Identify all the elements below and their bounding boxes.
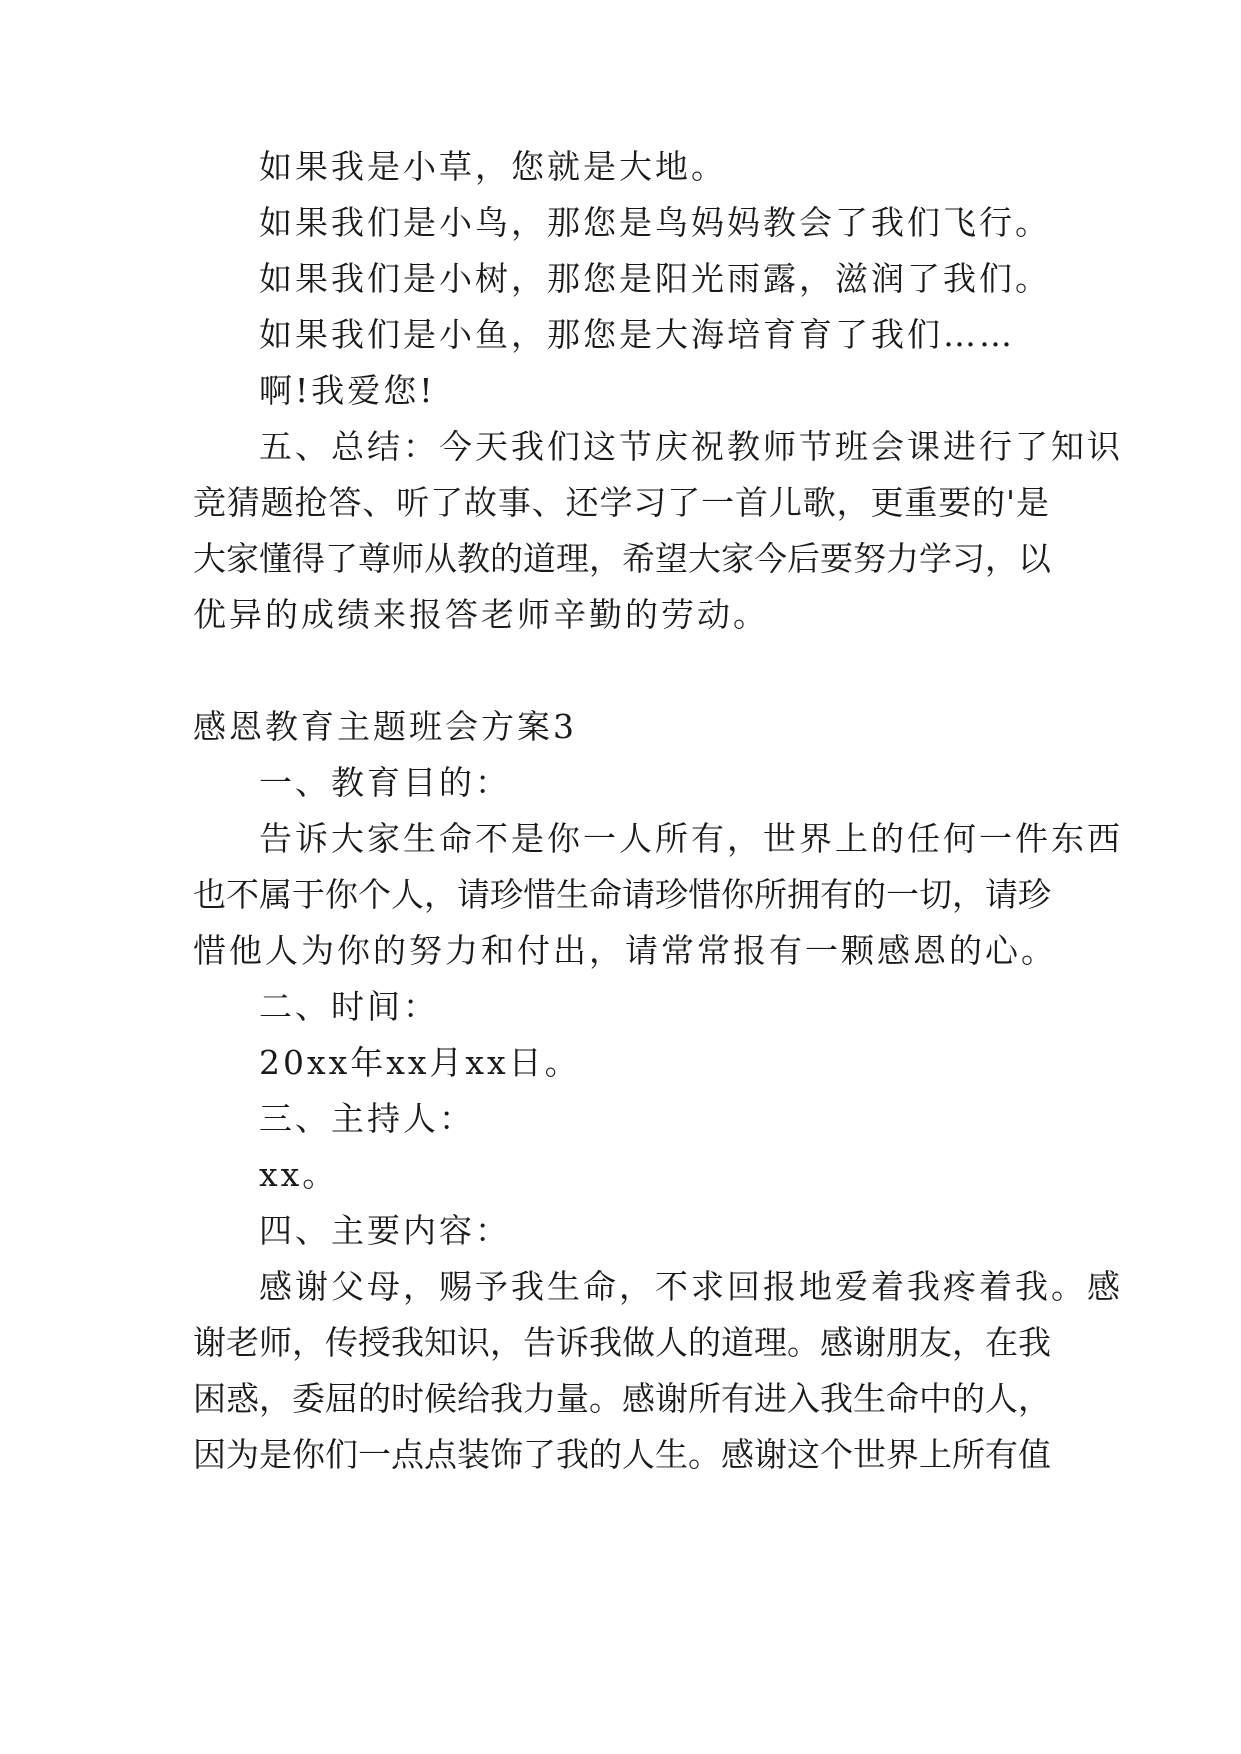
poem-line-2: 如果我们是小鸟，那您是鸟妈妈教会了我们飞行。 bbox=[259, 203, 1051, 242]
goal-heading: 一、教育目的： bbox=[259, 763, 511, 802]
poem-line-1: 如果我是小草，您就是大地。 bbox=[259, 147, 727, 186]
poem-line-5: 啊!我爱您! bbox=[259, 371, 436, 410]
content-heading: 四、主要内容： bbox=[259, 1211, 511, 1250]
goal-line-1: 告诉大家生命不是你一人所有，世界上的任何一件东西 bbox=[259, 819, 1123, 858]
content-line-3: 困惑，委屈的时候给我力量。感谢所有进入我生命中的人， bbox=[193, 1379, 1051, 1418]
host-value: xx。 bbox=[259, 1155, 339, 1194]
goal-line-2: 也不属于你个人，请珍惜生命请珍惜你所拥有的一切，请珍 bbox=[193, 875, 1051, 914]
summary-line-2: 竞猜题抢答、听了故事、还学习了一首儿歌，更重要的'是 bbox=[193, 483, 1049, 522]
summary-line-1: 五、总结：今天我们这节庆祝教师节班会课进行了知识 bbox=[259, 427, 1123, 466]
content-line-2: 谢老师，传授我知识，告诉我做人的道理。感谢朋友，在我 bbox=[193, 1323, 1051, 1362]
content-line-1: 感谢父母，赐予我生命，不求回报地爱着我疼着我。感 bbox=[259, 1267, 1123, 1306]
goal-line-3: 惜他人为你的努力和付出，请常常报有一颗感恩的心。 bbox=[193, 931, 1057, 970]
time-value: 20xx年xx月xx日。 bbox=[259, 1043, 581, 1082]
time-heading: 二、时间： bbox=[259, 987, 439, 1026]
summary-line-3: 大家懂得了尊师从教的道理，希望大家今后要努力学习，以 bbox=[193, 539, 1051, 578]
content-line-4: 因为是你们一点点装饰了我的人生。感谢这个世界上所有值 bbox=[193, 1435, 1051, 1474]
poem-line-4: 如果我们是小鱼，那您是大海培育育了我们…… bbox=[259, 315, 1015, 354]
section-title: 感恩教育主题班会方案3 bbox=[193, 707, 577, 746]
host-heading: 三、主持人： bbox=[259, 1099, 475, 1138]
poem-line-3: 如果我们是小树，那您是阳光雨露，滋润了我们。 bbox=[259, 259, 1051, 298]
summary-line-4: 优异的成绩来报答老师辛勤的劳动。 bbox=[193, 595, 769, 634]
